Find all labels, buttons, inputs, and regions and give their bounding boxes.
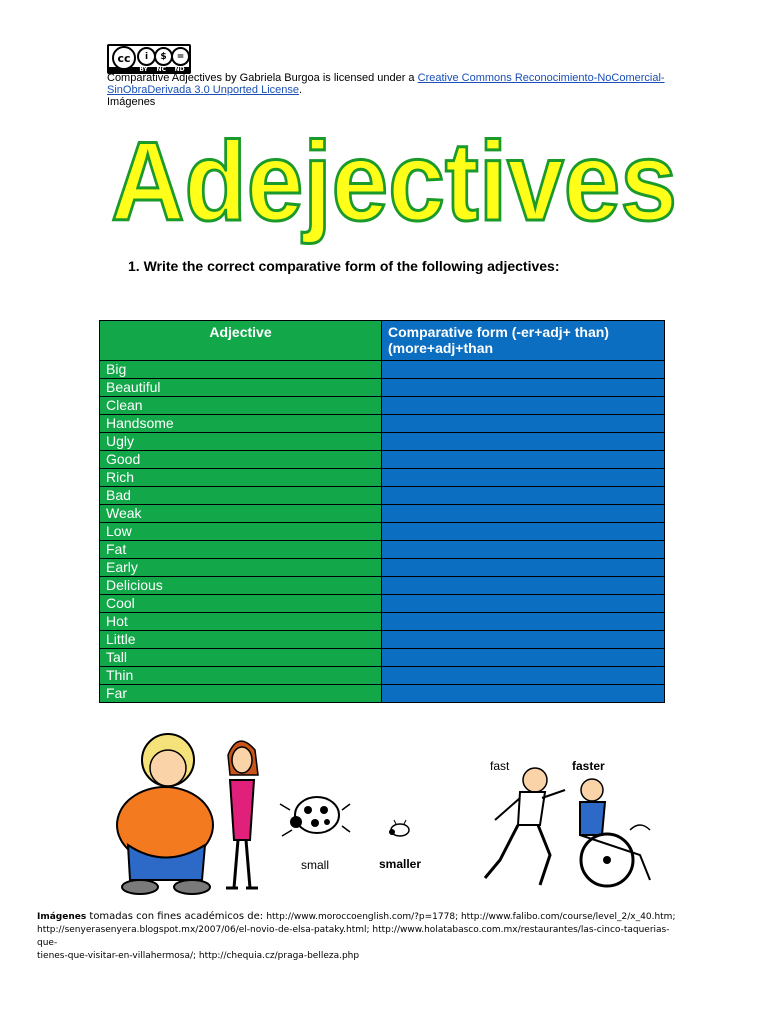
- comparative-answer-cell[interactable]: [382, 433, 665, 451]
- adjective-cell: Early: [100, 559, 382, 577]
- header-comparative-line1: Comparative form (-er+adj+ than): [388, 324, 609, 340]
- table-row: [100, 523, 665, 541]
- adjective-cell: Handsome: [100, 415, 382, 433]
- images-label: Imágenes: [107, 96, 156, 108]
- slim-person-illustration: [226, 741, 258, 888]
- credits-lead-bold: Imágenes: [37, 912, 87, 922]
- comparative-answer-cell[interactable]: [382, 685, 665, 703]
- adjective-cell: Fat: [100, 541, 382, 559]
- noderivs-icon: =: [171, 47, 190, 66]
- license-prefix: Comparative Adjectives by Gabriela Burgoa is licensed under a: [107, 72, 418, 84]
- comparative-answer-cell[interactable]: [382, 541, 665, 559]
- noncommercial-icon: $: [154, 47, 173, 66]
- table-row: [100, 667, 665, 685]
- comparative-answer-cell[interactable]: [382, 667, 665, 685]
- label-small: small: [301, 858, 330, 872]
- adjective-cell: Cool: [100, 595, 382, 613]
- runner-illustration: [485, 768, 565, 885]
- adjective-cell: Delicious: [100, 577, 382, 595]
- page-title: [104, 108, 684, 248]
- comparative-answer-cell[interactable]: [382, 397, 665, 415]
- label-smaller: smaller: [379, 857, 422, 871]
- title-graphic: [104, 108, 684, 248]
- comparative-answer-cell[interactable]: [382, 613, 665, 631]
- illustrations: [110, 730, 670, 900]
- adjective-cell: Low: [100, 523, 382, 541]
- table-row: [100, 361, 665, 379]
- table-row: [100, 451, 665, 469]
- comparative-answer-cell[interactable]: [382, 415, 665, 433]
- fat-person-illustration: [117, 734, 213, 894]
- table-row: [100, 487, 665, 505]
- adjective-cell: Weak: [100, 505, 382, 523]
- comparative-answer-cell[interactable]: [382, 523, 665, 541]
- license-link[interactable]: Creative Commons Reconocimiento-NoComercial-SinObraDerivada 3.0 Unported License: [107, 72, 665, 96]
- cc-license-badge[interactable]: [107, 44, 191, 74]
- attribution-icon: i: [137, 47, 156, 66]
- table-row: [100, 415, 665, 433]
- cc-logo-icon: cc: [112, 46, 136, 70]
- table-row: [100, 685, 665, 703]
- table-row: [100, 631, 665, 649]
- table-row: [100, 559, 665, 577]
- table-body: [100, 361, 665, 703]
- adjective-cell: Big: [100, 361, 382, 379]
- comparative-answer-cell[interactable]: [382, 505, 665, 523]
- header-comparative-line2: (more+adj+than: [388, 340, 494, 356]
- table-row: [100, 577, 665, 595]
- comparative-answer-cell[interactable]: [382, 559, 665, 577]
- adjective-cell: Thin: [100, 667, 382, 685]
- credits-line-3: tienes-que-visitar-en-villahermosa/; http://chequia.cz/praga-belleza.php: [37, 951, 360, 961]
- table-row: [100, 505, 665, 523]
- credits-lead: tomadas con fines académicos de:: [86, 911, 267, 922]
- license-text: [107, 72, 667, 108]
- adjective-cell: Good: [100, 451, 382, 469]
- adjective-cell: Rich: [100, 469, 382, 487]
- badge-label-nc: NC: [156, 66, 166, 73]
- comparative-answer-cell[interactable]: [382, 577, 665, 595]
- adjective-cell: Far: [100, 685, 382, 703]
- header-comparative: [382, 321, 665, 361]
- header-adjective: Adjective: [100, 321, 382, 361]
- title-text: Adejectives: [111, 119, 677, 244]
- table-header-row: [100, 321, 665, 361]
- table-row: [100, 613, 665, 631]
- table-row: [100, 397, 665, 415]
- comparative-answer-cell[interactable]: [382, 361, 665, 379]
- cc-badge-top: [109, 46, 189, 67]
- adjective-cell: Tall: [100, 649, 382, 667]
- comparative-answer-cell[interactable]: [382, 649, 665, 667]
- table-row: [100, 541, 665, 559]
- question-instruction: 1. Write the correct comparative form of the following adjectives:: [128, 258, 560, 274]
- comparative-table: [99, 320, 665, 703]
- label-fast: fast: [490, 759, 510, 773]
- table-row: [100, 595, 665, 613]
- comparative-answer-cell[interactable]: [382, 631, 665, 649]
- adjective-cell: Ugly: [100, 433, 382, 451]
- credits-line-2: http://senyerasenyera.blogspot.mx/2007/06/el-novio-de-elsa-pataky.html; http://www.holatabasco.com.mx/restaurantes/las-cinco-taquerias-que-: [37, 925, 670, 948]
- small-bug-icon: [389, 820, 409, 836]
- image-credits: [37, 910, 687, 963]
- table-row: [100, 469, 665, 487]
- adjective-cell: Bad: [100, 487, 382, 505]
- adjective-cell: Clean: [100, 397, 382, 415]
- adjective-cell: Beautiful: [100, 379, 382, 397]
- comparative-answer-cell[interactable]: [382, 487, 665, 505]
- adjective-cell: Little: [100, 631, 382, 649]
- wheelchair-racer-illustration: [580, 779, 650, 886]
- table-row: [100, 649, 665, 667]
- ladybug-icon: [280, 797, 350, 836]
- comparative-answer-cell[interactable]: [382, 469, 665, 487]
- license-suffix: .: [299, 84, 303, 96]
- badge-label-by: BY: [139, 66, 148, 73]
- comparative-answer-cell[interactable]: [382, 451, 665, 469]
- comparative-answer-cell[interactable]: [382, 379, 665, 397]
- adjective-cell: Hot: [100, 613, 382, 631]
- credits-line-1: http://www.moroccoenglish.com/?p=1778; http://www.falibo.com/course/level_2/x_40.htm;: [266, 912, 676, 922]
- table-row: [100, 433, 665, 451]
- table-row: [100, 379, 665, 397]
- badge-label-nd: ND: [174, 66, 185, 73]
- comparative-answer-cell[interactable]: [382, 595, 665, 613]
- label-faster: faster: [572, 759, 605, 773]
